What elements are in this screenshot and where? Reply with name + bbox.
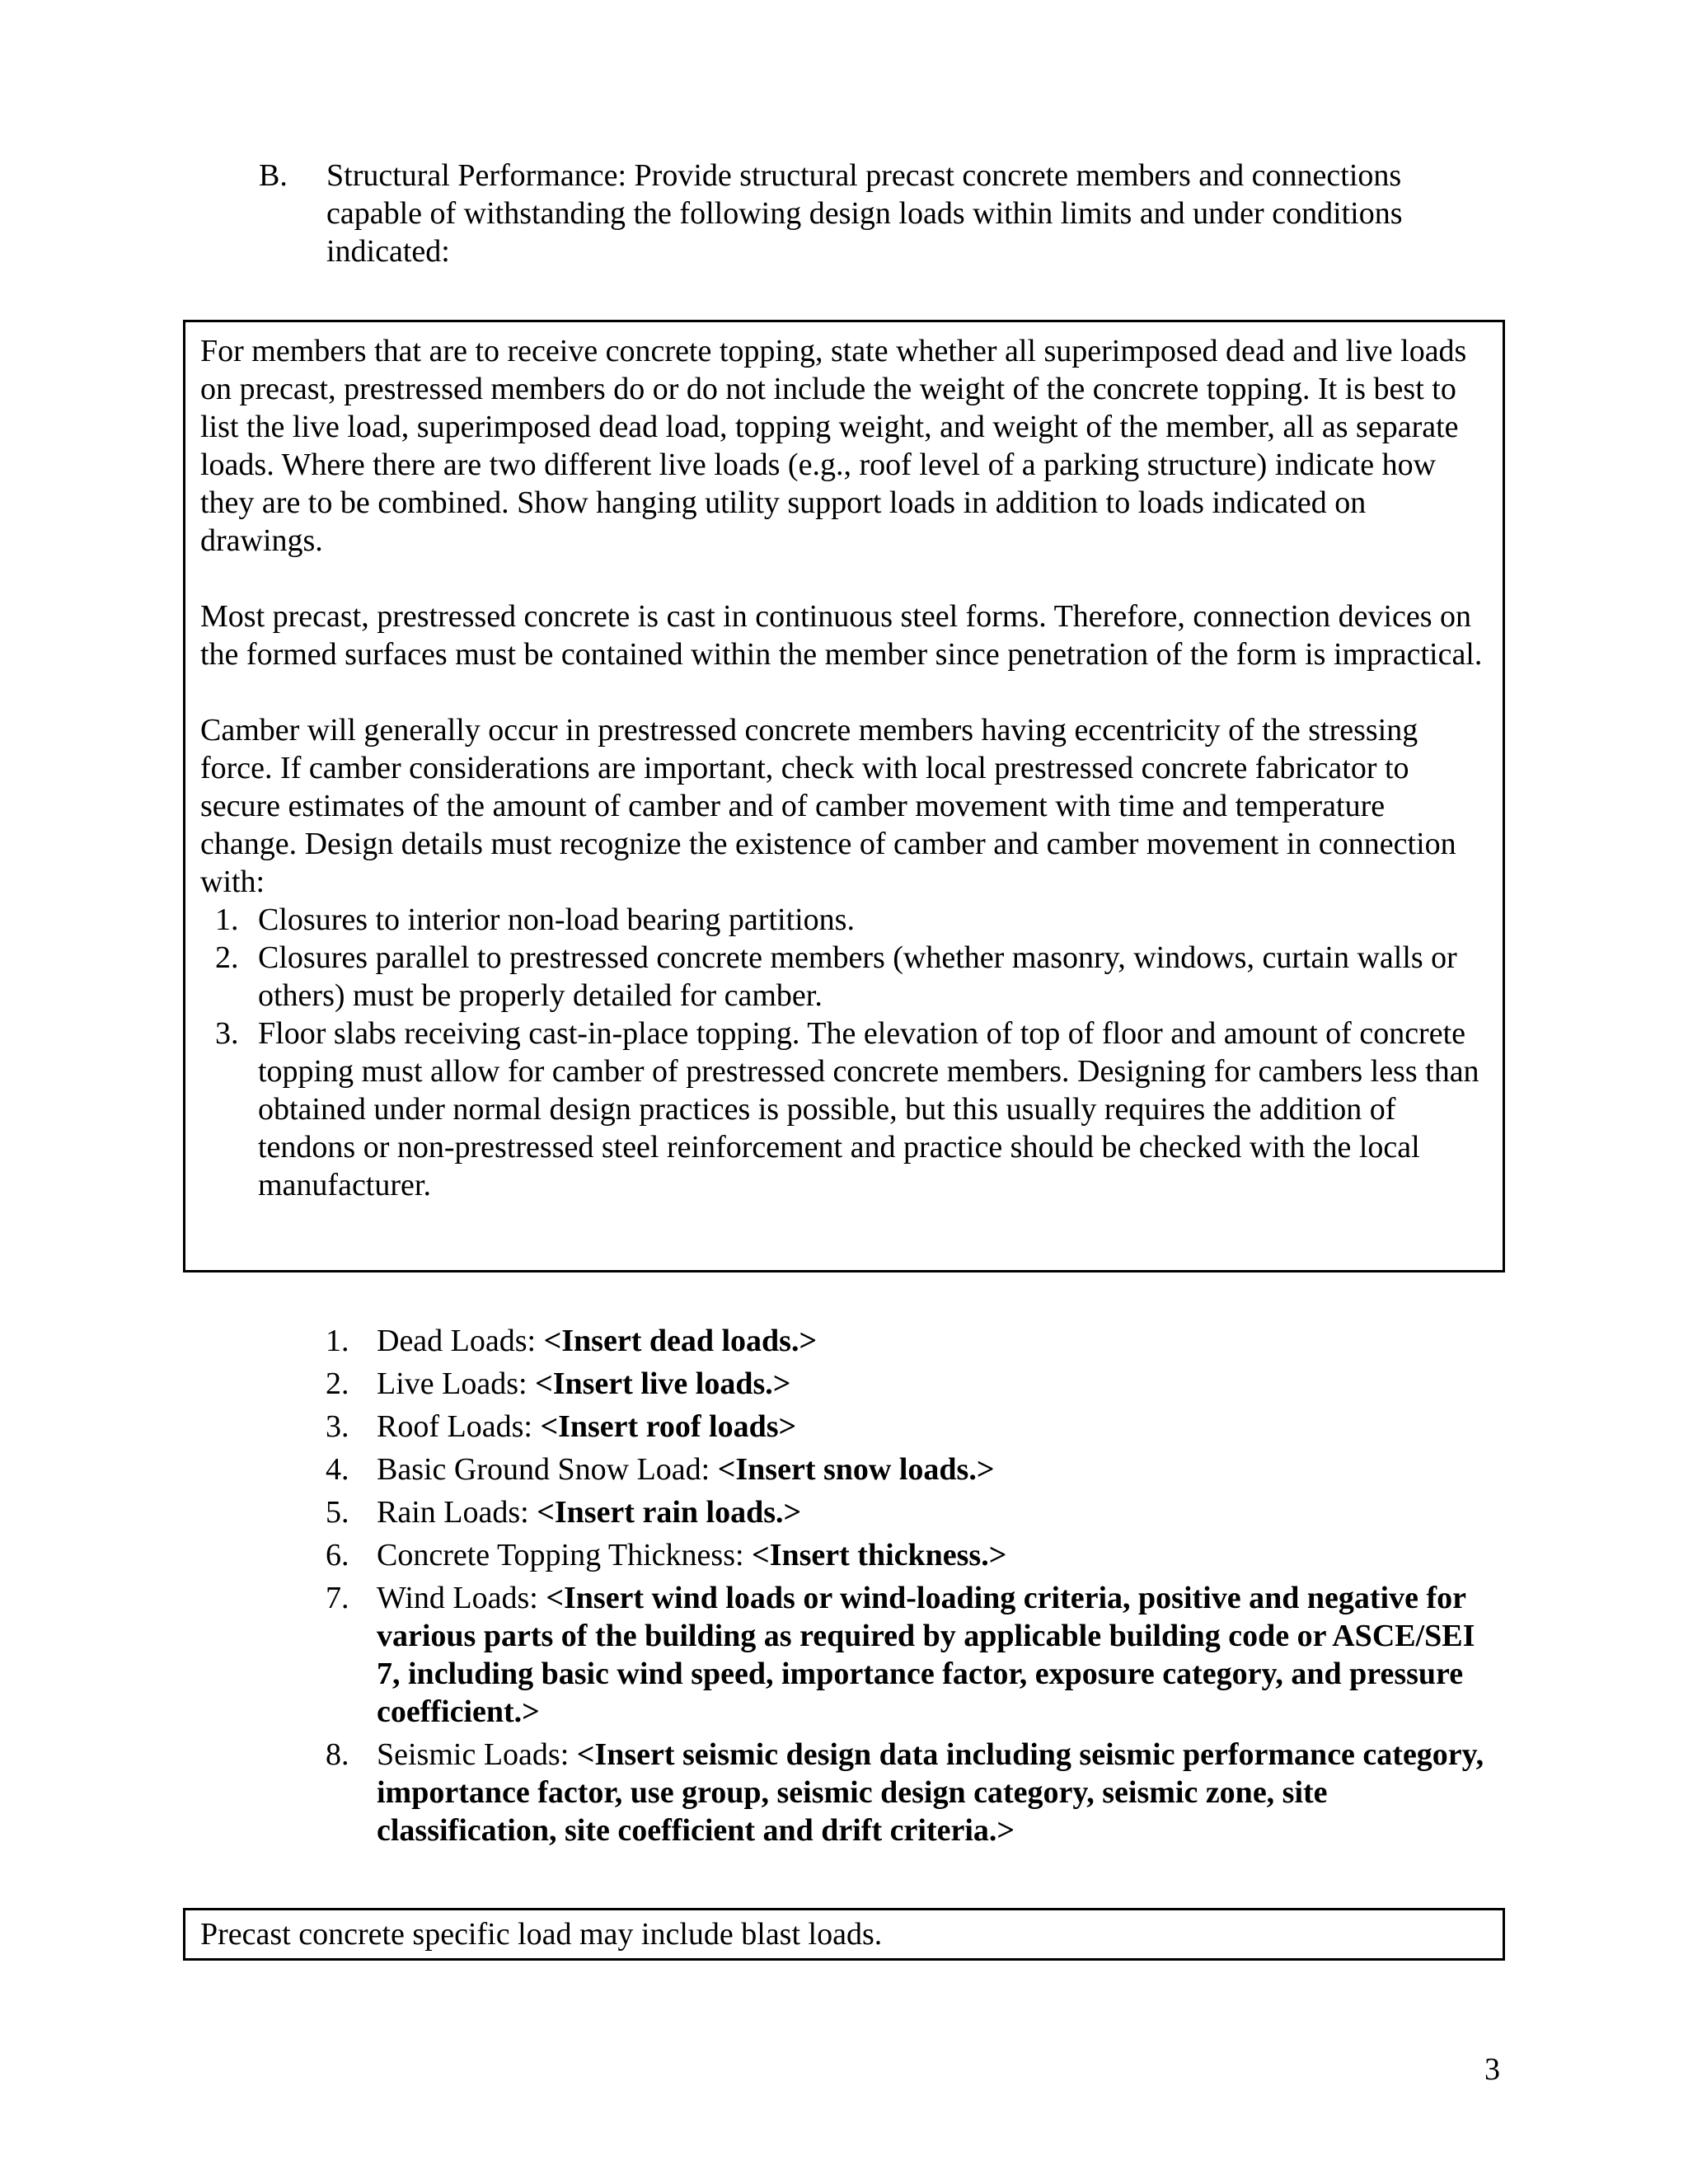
list-number: 3. [215, 1016, 239, 1051]
editor-note-box [183, 320, 1505, 1272]
camber-list-item [200, 901, 1488, 939]
camber-list [200, 901, 1488, 1204]
load-insert-placeholder: <Insert seismic design data including seismic performance category, importance factor, use group, seismic design category, seismic zone, site classification, site coefficient and drift criteria.> [377, 1737, 1484, 1848]
load-insert-placeholder: <Insert roof loads> [540, 1409, 797, 1444]
blast-load-note-text: Precast concrete specific load may include blast loads. [200, 1917, 883, 1952]
load-insert-placeholder: <Insert thickness.> [752, 1538, 1007, 1572]
load-item-dead [326, 1322, 1496, 1360]
list-item-text: Floor slabs receiving cast-in-place topping. The elevation of top of floor and amount of concrete topping must allow for camber of prestressed concrete members. Designing for cambers less than obtained under normal design practices is possible, but this usually requires the addition of tendons or non-prestressed steel reinforcement and practice should be checked with the local manufacturer. [258, 1016, 1479, 1202]
load-item-snow [326, 1451, 1496, 1488]
load-label: Rain Loads: [377, 1495, 537, 1530]
load-item-rain [326, 1493, 1496, 1531]
note-paragraph-2: Most precast, prestressed concrete is cast in continuous steel forms. Therefore, connection devices on the formed surfaces must be contained within the member since penetration of the form is impractical. [200, 599, 1483, 672]
load-item-live [326, 1365, 1496, 1403]
load-number: 1. [326, 1324, 349, 1358]
load-number: 3. [326, 1409, 349, 1444]
list-item-text: Closures to interior non-load bearing partitions. [258, 902, 855, 937]
note-paragraph-1: For members that are to receive concrete topping, state whether all superimposed dead and live loads on precast, prestressed members do or do not include the weight of the concrete topping. It is best to list the live load, superimposed dead load, topping weight, and weight of the member, all as separate loads. Where there are two different live loads (e.g., roof level of a parking structure) indicate how they are to be combined. Show hanging utility support loads in addition to loads indicated on drawings. [200, 334, 1467, 558]
list-number: 1. [215, 902, 239, 937]
page-number: 3 [1484, 2052, 1500, 2087]
camber-list-item [200, 1015, 1488, 1204]
load-item-topping [326, 1536, 1496, 1574]
load-label: Dead Loads: [377, 1324, 544, 1358]
load-label: Wind Loads: [377, 1581, 546, 1615]
load-number: 8. [326, 1737, 349, 1772]
load-label: Seismic Loads: [377, 1737, 577, 1772]
load-label: Concrete Topping Thickness: [377, 1538, 753, 1572]
load-label: Basic Ground Snow Load: [377, 1452, 718, 1487]
section-letter: B. [259, 158, 288, 193]
list-number: 2. [215, 940, 239, 975]
blast-load-note-box [183, 1908, 1505, 1961]
load-number: 4. [326, 1452, 349, 1487]
load-item-wind [326, 1579, 1496, 1731]
load-number: 2. [326, 1366, 349, 1401]
design-loads-list [326, 1322, 1496, 1854]
load-label: Roof Loads: [377, 1409, 541, 1444]
camber-list-item [200, 939, 1488, 1015]
section-b-text: Structural Performance: Provide structural precast concrete members and connections capable of withstanding the following design loads within limits and under conditions indicated: [326, 158, 1403, 269]
load-item-seismic [326, 1736, 1496, 1849]
load-number: 7. [326, 1581, 349, 1615]
list-item-text: Closures parallel to prestressed concrete members (whether masonry, windows, curtain walls or others) must be properly detailed for camber. [258, 940, 1457, 1013]
load-insert-placeholder: <Insert snow loads.> [717, 1452, 995, 1487]
note-paragraph-3: Camber will generally occur in prestressed concrete members having eccentricity of the stressing force. If camber considerations are important, check with local prestressed concrete fabricator to secure estimates of the amount of camber and of camber movement with time and temperature change. Design details must recognize the existence of camber and camber movement in connection with: [200, 713, 1456, 899]
load-insert-placeholder: <Insert wind loads or wind-loading criteria, positive and negative for various parts of the building as required by applicable building code or ASCE/SEI 7, including basic wind speed, importance factor, exposure category, and pressure coefficient.> [377, 1581, 1475, 1729]
load-item-roof [326, 1408, 1496, 1446]
load-insert-placeholder: <Insert rain loads.> [537, 1495, 802, 1530]
load-insert-placeholder: <Insert dead loads.> [543, 1324, 818, 1358]
load-insert-placeholder: <Insert live loads.> [535, 1366, 791, 1401]
load-label: Live Loads: [377, 1366, 536, 1401]
load-number: 6. [326, 1538, 349, 1572]
section-b-paragraph [259, 157, 1495, 270]
load-number: 5. [326, 1495, 349, 1530]
